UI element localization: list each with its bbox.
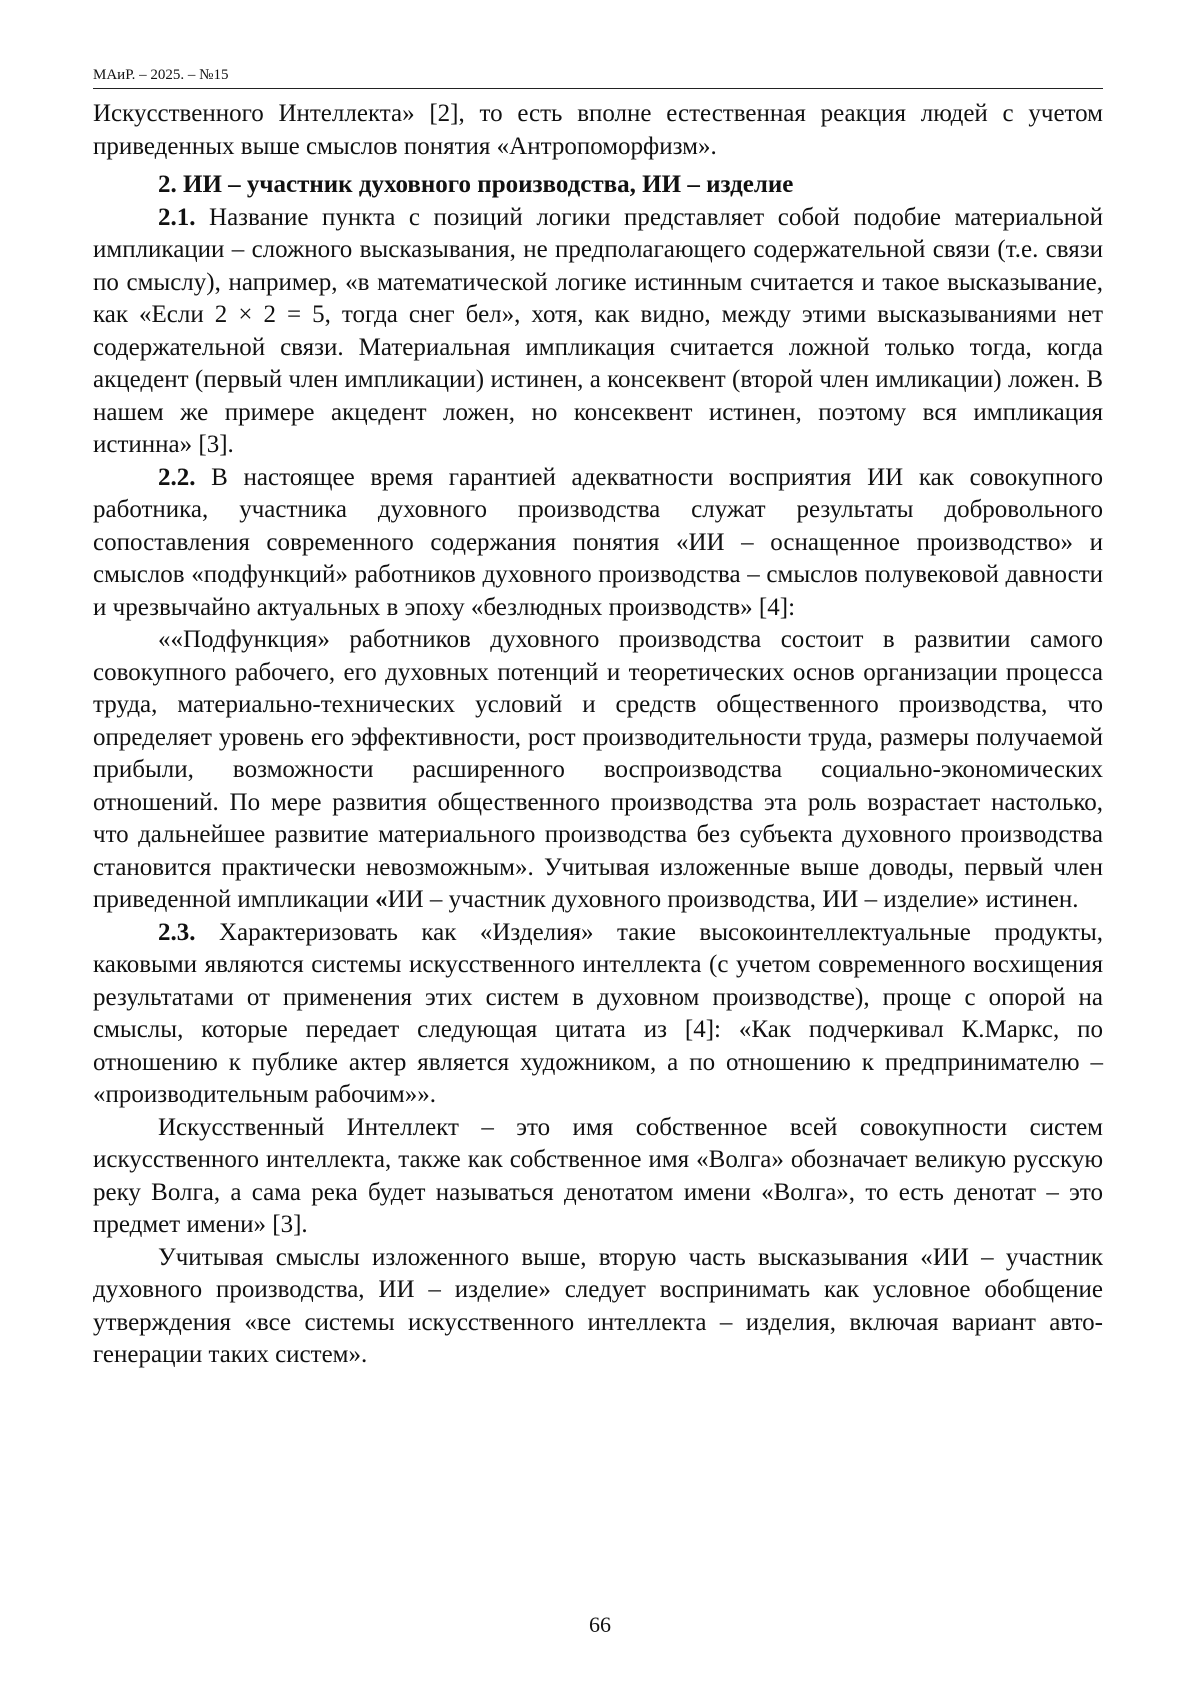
paragraph-number: 2.1. [158,204,196,231]
quote-mark: « [375,886,388,913]
page-number: 66 [0,1612,1200,1638]
paragraph-number: 2.2. [158,464,196,491]
final-paragraph: Учитывая смыслы изложенного выше, вторую часть высказывания «ИИ – участник духовного производства, ИИ – изделие» следует воспринимать как условное обобщение утверждения «все системы искусственного интеллекта – изделия, включая вариант авто-генерации таких систем». [93,1242,1103,1372]
paragraph-text: Название пункта с позиций логики представляет собой подобие материальной импликации – сложного высказывания, не предполагающего содержательной связи (т.е. связи по смыслу), например, «в математической логике истинным считается и такое высказывание, как «Если 2 × 2 = 5, тогда снег бел», хотя, как видно, между этими высказываниями нет содержательной связи. Материальная импликация считается ложной только тогда, когда акцедент (первый член импликации) истинен, а консеквент (второй член имликации) ложен. В нашем же примере акцедент ложен, но консеквент истинен, поэтому вся импликация истинна» [3]. [93,204,1103,459]
paragraph-number: 2.3. [158,919,196,946]
body-text [93,98,1103,1372]
quote-text: ««Подфункция» работников духовного производства состоит в развитии самого совокупного рабочего, его духовных потенций и теоретических основ организации процесса труда, материально-технических условий и средств общественного производства, что определяет уровень его эффективности, рост производительности труда, размеры получаемой прибыли, возможности расширенного воспроизводства социально-экономических отношений. По мере развития общественного производства эта роль возрастает настолько, что дальнейшее развитие материального производства без субъекта духовного производства становится практически невозможным». Учитывая изложенные выше доводы, первый член приведенной импликации [93,626,1103,913]
quote-text-end: ИИ – участник духовного производства, ИИ – изделие» истинен. [388,886,1079,913]
paragraph-2-3 [93,917,1103,1112]
paragraph-text: Характеризовать как «Изделия» такие высокоинтеллектуальные продукты, каковыми являются системы искусственного интеллекта (с учетом современного восхищения результатами от применения этих систем в духовном производстве), проще с опорой на смыслы, которые передает следующая цитата из [4]: «Как подчеркивал К.Маркс, по отношению к публике актер является художником, а по отношению к предпринимателю – «производительным рабочим»». [93,919,1103,1109]
paragraph-text: В настоящее время гарантией адекватности восприятия ИИ как совокупного работника, участника духовного производства служат результаты добровольного сопоставления современного содержания понятия «ИИ – оснащенное производство» и смыслов «подфункций» работников духовного производства – смыслов полувековой давности и чрезвычайно актуальных в эпоху «безлюдных производств» [4]: [93,464,1103,621]
running-header: МАиР. – 2025. – №15 [93,66,1103,89]
paragraph-2-2 [93,462,1103,625]
document-page [0,0,1200,1698]
quote-paragraph [93,624,1103,917]
section-heading: 2. ИИ – участник духовного производства, ИИ – изделие [93,169,1103,202]
volga-paragraph: Искусственный Интеллект – это имя собственное всей совокупности систем искусственного интеллекта, также как собственное имя «Волга» обозначает великую русскую реку Волга, а сама река будет называться денотатом имени «Волга», то есть денотат – это предмет имени» [3]. [93,1112,1103,1242]
paragraph-2-1 [93,202,1103,462]
intro-paragraph: Искусственного Интеллекта» [2], то есть вполне естественная реакция людей с учетом приведенных выше смыслов понятия «Антропоморфизм». [93,98,1103,163]
